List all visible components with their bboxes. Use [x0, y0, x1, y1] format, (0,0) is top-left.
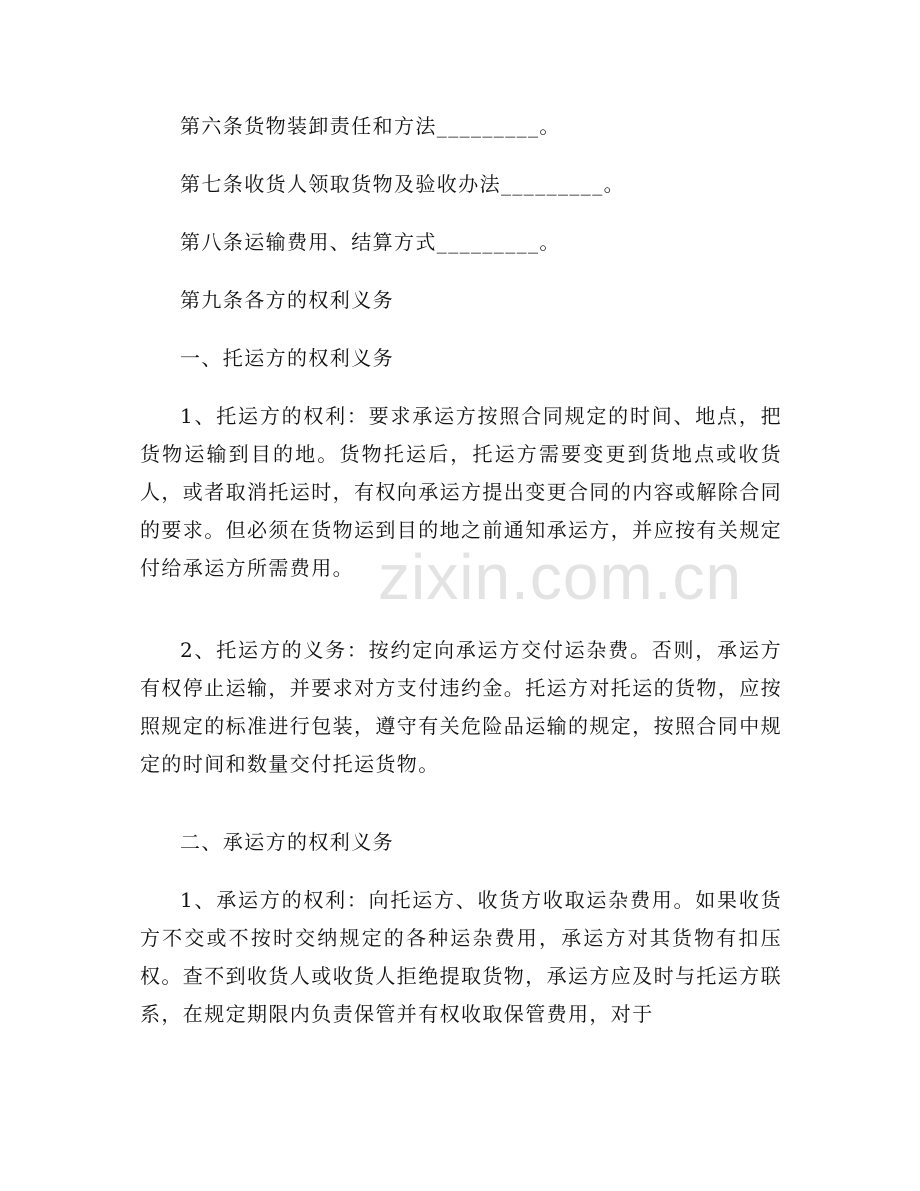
shipper-obligations-paragraph: 2、托运方的义务：按约定向承运方交付运杂费。否则，承运方有权停止运输，并要求对方支付违约金。托运方对托运的货物，应按照规定的标准进行包装，遵守有关危险品运输的规定，按照合同中规定的时间和数量交付托运货物。 [140, 638, 782, 776]
clause-7: 第七条收货人领取货物及验收办法_________。 [180, 172, 625, 196]
carrier-rights-paragraph: 1、承运方的权利：向托运方、收货方收取运杂费用。如果收货方不交或不按时交纳规定的各种运杂费用，承运方对其货物有扣压权。查不到收货人或收货人拒绝提取货物，承运方应及时与托运方联系，在规定期限内负责保管并有权收取保管费用，对于 [140, 888, 782, 1026]
clause-8: 第八条运输费用、结算方式_________。 [180, 230, 561, 254]
clause-6: 第六条货物装卸责任和方法_________。 [180, 114, 561, 138]
clause-9-heading: 第九条各方的权利义务 [180, 288, 394, 312]
section-carrier-heading: 二、承运方的权利义务 [180, 830, 394, 854]
shipper-rights-paragraph: 1、托运方的权利：要求承运方按照合同规定的时间、地点，把货物运输到目的地。货物托运后，托运方需要变更到货地点或收货人，或者取消托运时，有权向承运方提出变更合同的内容或解除合同的要求。但必须在货物运到目的地之前通知承运方，并应按有关规定付给承运方所需费用。 [140, 404, 782, 580]
watermark: zixin.com.cn [378, 541, 743, 613]
section-shipper-heading: 一、托运方的权利义务 [180, 346, 394, 370]
